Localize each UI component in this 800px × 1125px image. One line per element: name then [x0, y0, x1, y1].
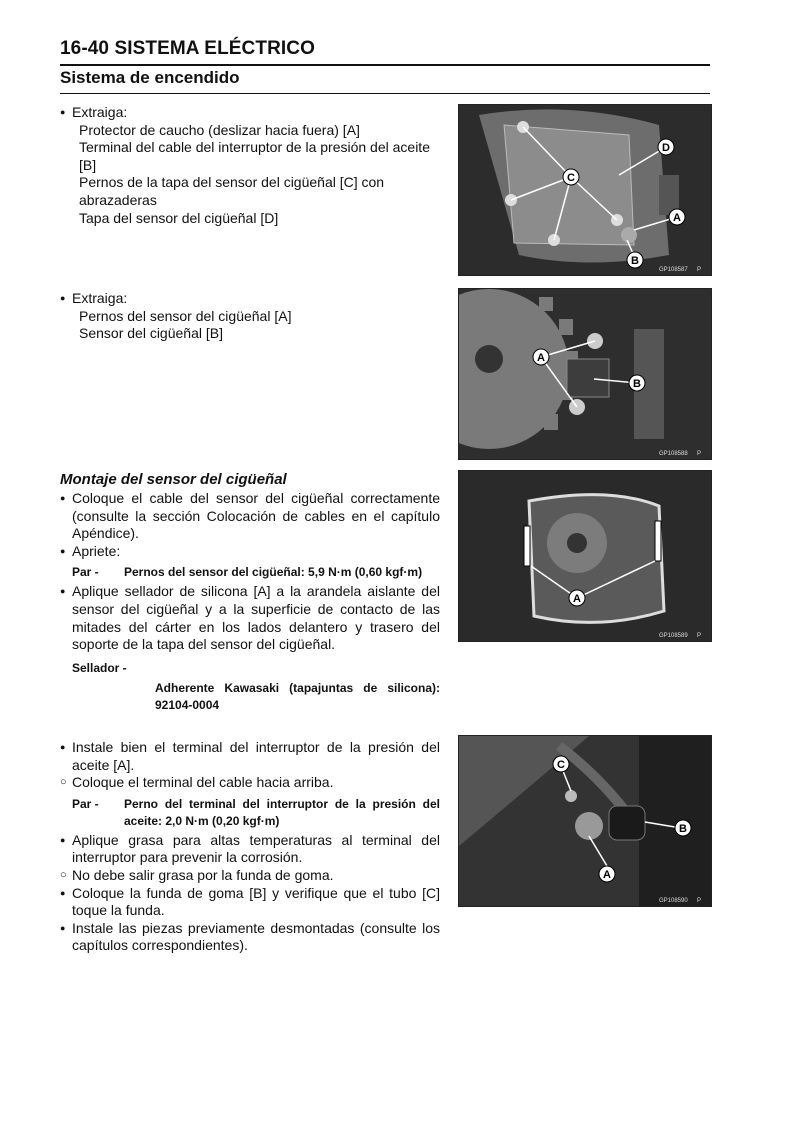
bullet-text: ● Aplique grasa para altas temperaturas al terminal del interruptor para prevenir la corrosión. — [60, 832, 440, 867]
bullet-text: ● Instale las piezas previamente desmontadas (consulte los capítulos correspondientes). — [60, 920, 440, 955]
figure-code: GP108588 — [659, 451, 688, 457]
figure-crank-sensor-photo — [458, 288, 712, 460]
figure-code-suffix: P — [697, 633, 702, 639]
sealer-key: Sellador - — [72, 660, 127, 675]
spec-key: Par - — [72, 796, 99, 811]
figure-label: C — [567, 172, 575, 184]
list-item: Protector de caucho (deslizar hacia fuera) [A] — [79, 121, 360, 138]
removal-instructions-1 — [60, 104, 440, 227]
figure-crank-cover-photo — [458, 104, 712, 276]
figure-code: GP108589 — [659, 633, 688, 639]
figure-code-suffix: P — [697, 267, 702, 273]
figure-label: B — [633, 378, 641, 390]
note-text: ○ Coloque el terminal del cable hacia arriba. — [60, 774, 440, 792]
list-item: Pernos de la tapa del sensor del cigüeñal [C] con abrazaderas — [79, 174, 385, 208]
figure-code: GP108590 — [659, 898, 688, 904]
header-rule — [60, 64, 710, 66]
list-item: Tapa del sensor del cigüeñal [D] — [79, 209, 279, 226]
note-text: ○ No debe salir grasa por la funda de goma. — [60, 867, 440, 885]
bullet-text: ● Extraiga: — [60, 104, 440, 122]
bullet-text: ● Aplique sellador de silicona [A] a la arandela aislante del sensor del cigüeñal y a la superficie de contacto de las mitades del cárter en los lados delantero y trasero del soporte de la tapa del sensor del cigüeñal. — [60, 583, 440, 653]
figure-label: D — [662, 142, 670, 154]
section-title: Sistema de encendido — [60, 68, 240, 87]
figure-label: A — [673, 212, 681, 224]
spec-value: Perno del terminal del interruptor de la presión del aceite: 2,0 N·m (0,20 kgf·m) — [124, 796, 440, 828]
bullet-text: ● Coloque la funda de goma [B] y verifique que el tubo [C] toque la funda. — [60, 885, 440, 920]
figure-code-suffix: P — [697, 451, 702, 457]
install-instructions — [60, 739, 440, 955]
spec-key: Par - — [72, 565, 99, 580]
bullet-text: ● Instale bien el terminal del interruptor de la presión del aceite [A]. — [60, 739, 440, 774]
figure-label: B — [679, 823, 687, 835]
figure-oil-pressure-switch-photo — [458, 735, 712, 907]
page-title: 16-40 SISTEMA ELÉCTRICO — [60, 38, 315, 59]
removal-instructions-2 — [60, 290, 440, 343]
montaje-instructions — [60, 490, 440, 714]
figure-label: A — [537, 352, 545, 364]
montaje-heading: Montaje del sensor del cigüeñal — [60, 471, 287, 488]
bullet-text: ● Coloque el cable del sensor del cigüeñal correctamente (consulte la sección Colocación de cables en el capítulo Apéndice). — [60, 490, 440, 543]
figure-label: A — [573, 593, 581, 605]
sealer-value: Adherente Kawasaki (tapajuntas de silicona): 92104-0004 — [155, 680, 440, 712]
section-rule — [60, 93, 710, 94]
torque-spec — [60, 796, 440, 830]
figure-code-suffix: P — [697, 898, 702, 904]
torque-spec — [60, 564, 440, 581]
list-item: Terminal del cable del interruptor de la presión del aceite [B] — [79, 139, 430, 173]
figure-label: B — [631, 255, 639, 267]
list-item: Sensor del cigüeñal [B] — [79, 325, 223, 342]
bullet-text: ● Extraiga: — [60, 290, 440, 308]
list-item: Pernos del sensor del cigüeñal [A] — [79, 307, 292, 324]
figure-code: GP108587 — [659, 267, 688, 273]
figure-label: A — [603, 869, 611, 881]
figure-label: C — [557, 759, 565, 771]
figure-sealant-photo — [458, 470, 712, 642]
spec-value: Pernos del sensor del cigüeñal: 5,9 N·m (0,60 kgf·m) — [124, 565, 423, 580]
bullet-text: ● Apriete: — [60, 543, 440, 561]
